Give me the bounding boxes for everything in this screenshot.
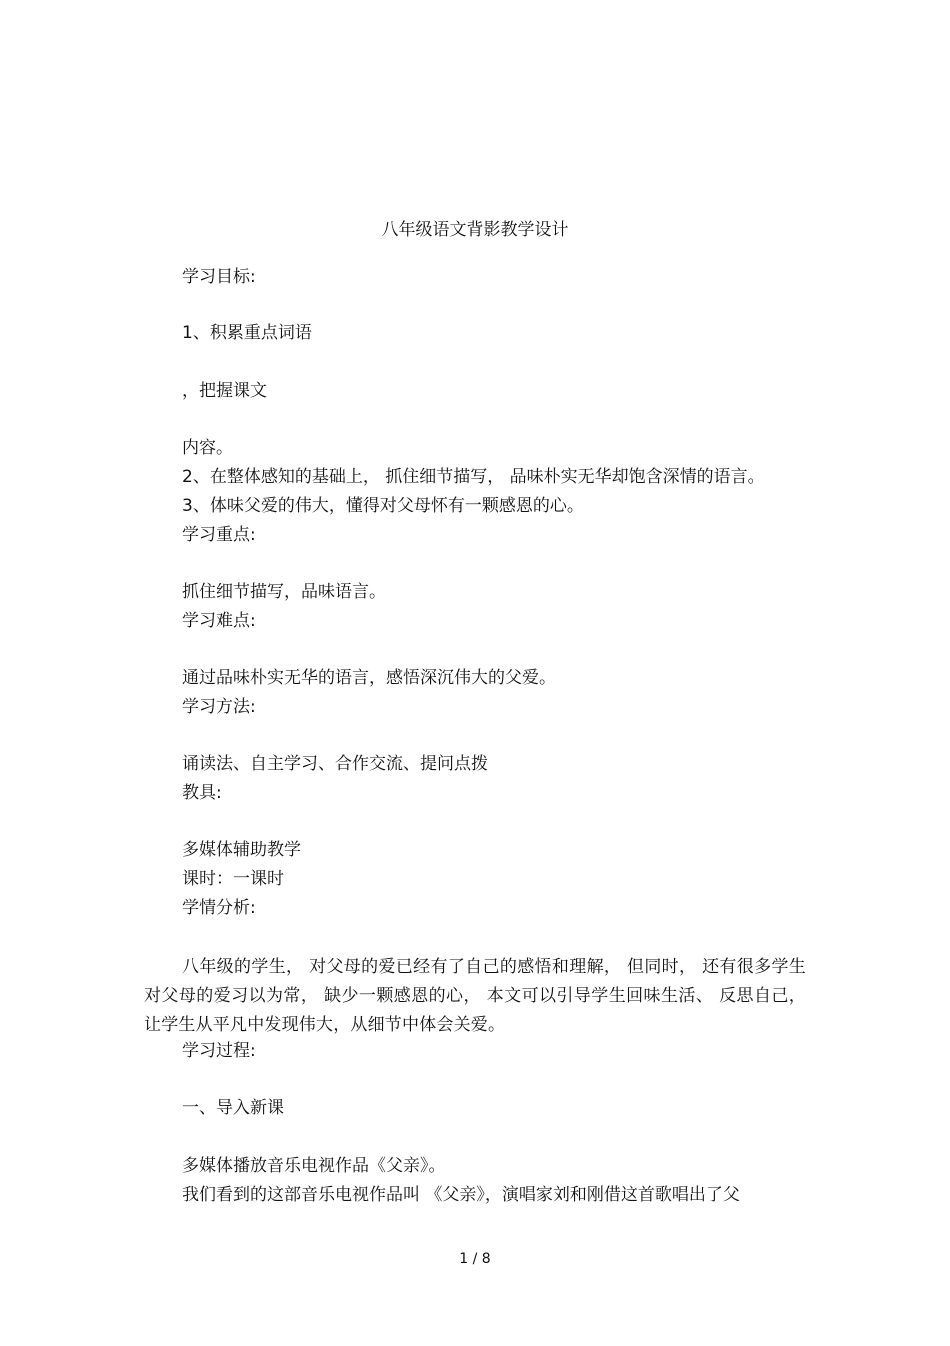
- text-line: 一、导入新课: [182, 1098, 284, 1118]
- section-heading-goals: 学习目标:: [182, 267, 256, 287]
- text-line: 多媒体播放音乐电视作品《父亲》。: [182, 1156, 446, 1176]
- analysis-paragraph: 八年级的学生， 对父母的爱已经有了自己的感悟和理解， 但同时， 还有很多学生对父母的爱习以为常， 缺少一颗感恩的心， 本文可以引导学生回味生活、 反思自己，让学生从平凡中发现伟大，从细节中体会关爱。: [144, 957, 806, 1035]
- text-line: 诵读法、自主学习、合作交流、提问点拨: [182, 754, 488, 774]
- text-line: 通过品味朴实无华的语言，感悟深沉伟大的父爱。: [182, 668, 556, 688]
- section-heading-analysis: 学情分析:: [182, 898, 256, 918]
- page-number: 1 / 8: [459, 1251, 491, 1267]
- text-line: 内容。: [182, 438, 233, 458]
- section-heading-method: 学习方法:: [182, 697, 256, 717]
- text-line: 多媒体辅助教学: [182, 840, 301, 860]
- section-heading-focus: 学习重点:: [182, 525, 256, 545]
- text-line: 3、体味父爱的伟大，懂得对父母怀有一颗感恩的心。: [182, 496, 584, 516]
- document-title: 八年级语文背影教学设计: [381, 220, 569, 240]
- section-heading-tools: 教具:: [182, 783, 222, 803]
- text-line: 抓住细节描写，品味语言。: [182, 582, 386, 602]
- section-heading-difficulty: 学习难点:: [182, 611, 256, 631]
- text-line: 2、在整体感知的基础上， 抓住细节描写， 品味朴实无华却饱含深情的语言。: [182, 467, 765, 487]
- text-line: ，把握课文: [182, 381, 267, 401]
- text-line: 1、积累重点词语: [182, 323, 312, 343]
- section-heading-process: 学习过程:: [182, 1041, 256, 1061]
- text-line: 我们看到的这部音乐电视作品叫 《父亲》，演唱家刘和刚借这首歌唱出了父: [182, 1185, 740, 1205]
- text-line: 课时：一课时: [182, 869, 284, 889]
